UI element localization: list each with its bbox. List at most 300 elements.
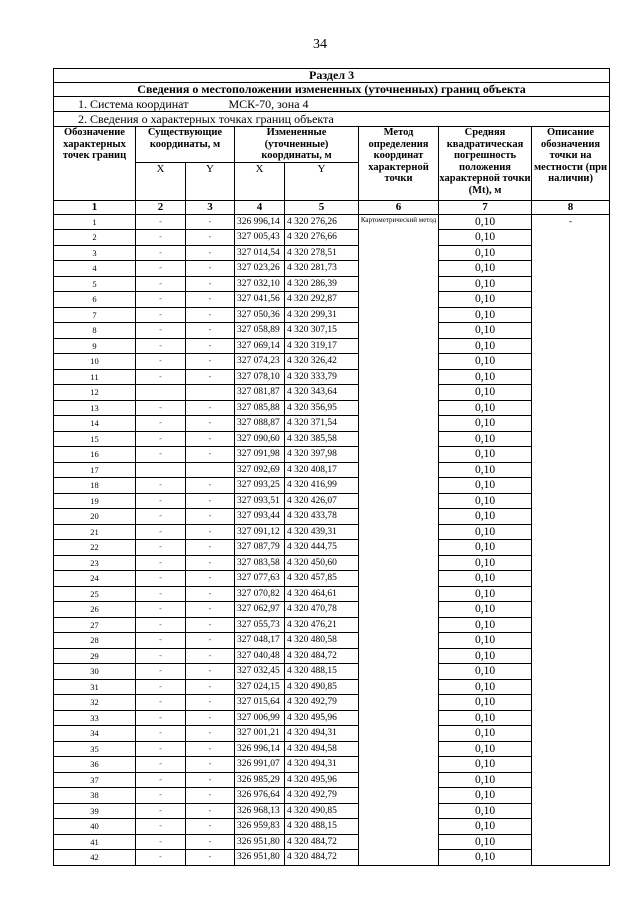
section-subtitle: Сведения о местоположении измененных (уточненных) границ объекта [54,83,610,97]
changed-y: 4 320 450,60 [285,555,359,571]
changed-x: 327 091,12 [235,524,285,540]
existing-x: - [136,478,186,494]
point-number: 3 [54,245,136,261]
method-cell: Картометрический метод [359,214,439,865]
header-point-designation: Обозначение характерных точек границ [54,127,136,201]
header-existing-x: X [136,162,186,200]
changed-x: 326 976,64 [235,788,285,804]
changed-x: 327 093,51 [235,493,285,509]
point-number: 15 [54,431,136,447]
table-row [54,710,610,726]
changed-x: 327 006,99 [235,710,285,726]
changed-x: 327 024,15 [235,679,285,695]
accuracy-value: 0,10 [439,819,532,835]
existing-y: - [186,555,235,571]
existing-x: - [136,850,186,866]
existing-y: - [186,524,235,540]
point-number: 29 [54,648,136,664]
changed-x: 327 081,87 [235,385,285,401]
changed-y: 4 320 333,79 [285,369,359,385]
changed-y: 4 320 385,58 [285,431,359,447]
point-number: 37 [54,772,136,788]
changed-y: 4 320 426,07 [285,493,359,509]
existing-x [136,385,186,401]
header-changed-y: Y [285,162,359,200]
changed-y: 4 320 286,39 [285,276,359,292]
accuracy-value: 0,10 [439,462,532,478]
existing-x: - [136,803,186,819]
changed-x: 327 001,21 [235,726,285,742]
changed-y: 4 320 356,95 [285,400,359,416]
changed-x: 327 058,89 [235,323,285,339]
changed-x: 327 077,63 [235,571,285,587]
table-row [54,292,610,308]
accuracy-value: 0,10 [439,230,532,246]
accuracy-value: 0,10 [439,617,532,633]
point-number: 23 [54,555,136,571]
table-row [54,369,610,385]
existing-y: - [186,230,235,246]
changed-x: 327 015,64 [235,695,285,711]
table-row [54,555,610,571]
changed-x: 326 996,14 [235,214,285,230]
changed-x: 327 041,56 [235,292,285,308]
existing-x: - [136,664,186,680]
table-row [54,307,610,323]
point-number: 32 [54,695,136,711]
table-row [54,741,610,757]
section-title: Раздел 3 [54,69,610,83]
changed-y: 4 320 470,78 [285,602,359,618]
point-number: 21 [54,524,136,540]
existing-y [186,462,235,478]
changed-y: 4 320 480,58 [285,633,359,649]
existing-x: - [136,307,186,323]
changed-x: 327 088,87 [235,416,285,432]
changed-y: 4 320 307,15 [285,323,359,339]
existing-x: - [136,555,186,571]
header-changed-coords: Измененные (уточненные) координаты, м [235,127,359,163]
changed-y: 4 320 464,61 [285,586,359,602]
accuracy-value: 0,10 [439,292,532,308]
existing-x: - [136,695,186,711]
table-row [54,788,610,804]
changed-x: 327 085,88 [235,400,285,416]
point-number: 5 [54,276,136,292]
point-number: 34 [54,726,136,742]
changed-y: 4 320 299,31 [285,307,359,323]
point-number: 38 [54,788,136,804]
changed-x: 327 069,14 [235,338,285,354]
existing-y: - [186,726,235,742]
table-row [54,276,610,292]
column-number: 8 [532,200,610,214]
existing-y: - [186,261,235,277]
point-number: 25 [54,586,136,602]
table-row [54,679,610,695]
existing-x: - [136,447,186,463]
changed-y: 4 320 281,73 [285,261,359,277]
point-number: 40 [54,819,136,835]
accuracy-value: 0,10 [439,385,532,401]
boundary-points-table [53,68,610,866]
table-row [54,726,610,742]
table-row [54,695,610,711]
point-number: 7 [54,307,136,323]
changed-x: 327 083,58 [235,555,285,571]
accuracy-value: 0,10 [439,772,532,788]
existing-x: - [136,571,186,587]
accuracy-value: 0,10 [439,276,532,292]
existing-y: - [186,400,235,416]
point-number: 30 [54,664,136,680]
existing-y: - [186,292,235,308]
point-number: 2 [54,230,136,246]
changed-x: 326 951,80 [235,850,285,866]
existing-y: - [186,664,235,680]
existing-y: - [186,478,235,494]
header-existing-y: Y [186,162,235,200]
accuracy-value: 0,10 [439,850,532,866]
existing-x: - [136,354,186,370]
changed-y: 4 320 494,58 [285,741,359,757]
table-row [54,323,610,339]
table-row [54,757,610,773]
table-row [54,819,610,835]
existing-x: - [136,772,186,788]
changed-x: 327 092,69 [235,462,285,478]
table-row [54,586,610,602]
table-row [54,850,610,866]
point-number: 33 [54,710,136,726]
existing-x: - [136,633,186,649]
description-cell: - [532,214,610,865]
existing-y: - [186,493,235,509]
accuracy-value: 0,10 [439,788,532,804]
changed-y: 4 320 495,96 [285,772,359,788]
column-number: 5 [285,200,359,214]
accuracy-value: 0,10 [439,664,532,680]
accuracy-value: 0,10 [439,679,532,695]
table-row [54,524,610,540]
changed-x: 327 093,44 [235,509,285,525]
changed-x: 326 968,13 [235,803,285,819]
point-number: 13 [54,400,136,416]
table-row [54,509,610,525]
changed-y: 4 320 494,31 [285,757,359,773]
changed-x: 327 055,73 [235,617,285,633]
table-row [54,633,610,649]
existing-x: - [136,338,186,354]
accuracy-value: 0,10 [439,695,532,711]
points-info-label: 2. Сведения о характерных точках границ объекта [54,112,610,127]
accuracy-value: 0,10 [439,369,532,385]
existing-y: - [186,214,235,230]
existing-y: - [186,245,235,261]
changed-y: 4 320 326,42 [285,354,359,370]
table-row [54,571,610,587]
accuracy-value: 0,10 [439,602,532,618]
existing-y: - [186,586,235,602]
column-number: 1 [54,200,136,214]
existing-x: - [136,292,186,308]
table-row [54,648,610,664]
changed-x: 326 991,07 [235,757,285,773]
existing-y: - [186,509,235,525]
changed-y: 4 320 490,85 [285,803,359,819]
accuracy-value: 0,10 [439,447,532,463]
changed-x: 326 985,29 [235,772,285,788]
table-row [54,354,610,370]
table-row [54,493,610,509]
accuracy-value: 0,10 [439,261,532,277]
header-description: Описание обозначения точки на местности (при наличии) [532,127,610,201]
changed-x: 326 996,14 [235,741,285,757]
existing-y: - [186,834,235,850]
changed-x: 327 014,54 [235,245,285,261]
point-number: 28 [54,633,136,649]
existing-y: - [186,710,235,726]
point-number: 19 [54,493,136,509]
changed-y: 4 320 343,64 [285,385,359,401]
changed-x: 327 050,36 [235,307,285,323]
changed-x: 327 087,79 [235,540,285,556]
accuracy-value: 0,10 [439,245,532,261]
existing-x: - [136,524,186,540]
changed-y: 4 320 492,79 [285,788,359,804]
table-row [54,478,610,494]
existing-x: - [136,369,186,385]
existing-x: - [136,586,186,602]
existing-x: - [136,834,186,850]
point-number: 41 [54,834,136,850]
accuracy-value: 0,10 [439,803,532,819]
existing-x: - [136,540,186,556]
column-numbers-row [54,200,610,214]
header-accuracy: Средняя квадратическая погрешность положения характерной точки (Mt), м [439,127,532,201]
accuracy-value: 0,10 [439,586,532,602]
table-row [54,602,610,618]
existing-y: - [186,602,235,618]
point-number: 42 [54,850,136,866]
accuracy-value: 0,10 [439,214,532,230]
changed-y: 4 320 492,79 [285,695,359,711]
existing-x: - [136,788,186,804]
changed-y: 4 320 484,72 [285,850,359,866]
table-row [54,385,610,401]
coord-system-value: МСК-70, зона 4 [228,97,309,111]
table-row [54,230,610,246]
accuracy-value: 0,10 [439,431,532,447]
point-number: 26 [54,602,136,618]
accuracy-value: 0,10 [439,834,532,850]
existing-y [186,385,235,401]
existing-y: - [186,571,235,587]
existing-y: - [186,819,235,835]
changed-y: 4 320 490,85 [285,679,359,695]
existing-x: - [136,710,186,726]
table-row [54,245,610,261]
existing-y: - [186,307,235,323]
changed-x: 327 032,45 [235,664,285,680]
point-number: 16 [54,447,136,463]
existing-x: - [136,679,186,695]
existing-x: - [136,617,186,633]
existing-x: - [136,509,186,525]
changed-y: 4 320 457,85 [285,571,359,587]
table-row [54,447,610,463]
existing-y: - [186,695,235,711]
point-number: 18 [54,478,136,494]
changed-x: 327 090,60 [235,431,285,447]
existing-x: - [136,602,186,618]
point-number: 4 [54,261,136,277]
changed-x: 327 091,98 [235,447,285,463]
changed-y: 4 320 488,15 [285,819,359,835]
header-existing-coords: Существующие координаты, м [136,127,235,163]
table-row [54,261,610,277]
accuracy-value: 0,10 [439,509,532,525]
table-row [54,834,610,850]
accuracy-value: 0,10 [439,524,532,540]
existing-y: - [186,648,235,664]
table-row [54,416,610,432]
existing-x: - [136,757,186,773]
point-number: 22 [54,540,136,556]
existing-x: - [136,431,186,447]
existing-y: - [186,633,235,649]
changed-y: 4 320 416,99 [285,478,359,494]
changed-x: 326 951,80 [235,834,285,850]
changed-x: 327 023,26 [235,261,285,277]
table-row [54,214,610,230]
table-row [54,338,610,354]
existing-y: - [186,369,235,385]
accuracy-value: 0,10 [439,555,532,571]
changed-x: 327 093,25 [235,478,285,494]
changed-y: 4 320 476,21 [285,617,359,633]
table-row [54,540,610,556]
changed-y: 4 320 276,66 [285,230,359,246]
point-number: 24 [54,571,136,587]
changed-y: 4 320 484,72 [285,834,359,850]
point-number: 17 [54,462,136,478]
accuracy-value: 0,10 [439,493,532,509]
changed-x: 326 959,83 [235,819,285,835]
changed-x: 327 074,23 [235,354,285,370]
existing-x: - [136,726,186,742]
existing-x: - [136,493,186,509]
accuracy-value: 0,10 [439,571,532,587]
accuracy-value: 0,10 [439,478,532,494]
point-number: 27 [54,617,136,633]
accuracy-value: 0,10 [439,633,532,649]
column-number: 7 [439,200,532,214]
changed-x: 327 078,10 [235,369,285,385]
changed-y: 4 320 439,31 [285,524,359,540]
existing-x: - [136,648,186,664]
column-number: 3 [186,200,235,214]
accuracy-value: 0,10 [439,726,532,742]
column-number: 6 [359,200,439,214]
table-row [54,772,610,788]
page-number: 34 [313,37,327,52]
changed-x: 327 032,10 [235,276,285,292]
changed-y: 4 320 371,54 [285,416,359,432]
point-number: 36 [54,757,136,773]
existing-y: - [186,772,235,788]
changed-y: 4 320 397,98 [285,447,359,463]
existing-x: - [136,230,186,246]
accuracy-value: 0,10 [439,710,532,726]
point-number: 1 [54,214,136,230]
header-method: Метод определения координат характерной точки [359,127,439,201]
changed-y: 4 320 292,87 [285,292,359,308]
accuracy-value: 0,10 [439,741,532,757]
changed-y: 4 320 484,72 [285,648,359,664]
existing-y: - [186,617,235,633]
point-number: 11 [54,369,136,385]
existing-y: - [186,447,235,463]
existing-y: - [186,788,235,804]
existing-x: - [136,261,186,277]
existing-y: - [186,803,235,819]
existing-x: - [136,416,186,432]
existing-y: - [186,431,235,447]
existing-y: - [186,741,235,757]
table-row [54,462,610,478]
coord-system-row [54,97,610,112]
existing-y: - [186,323,235,339]
accuracy-value: 0,10 [439,354,532,370]
existing-y: - [186,679,235,695]
accuracy-value: 0,10 [439,307,532,323]
point-number: 20 [54,509,136,525]
accuracy-value: 0,10 [439,338,532,354]
column-number: 4 [235,200,285,214]
accuracy-value: 0,10 [439,648,532,664]
existing-x [136,462,186,478]
existing-x: - [136,214,186,230]
changed-y: 4 320 444,75 [285,540,359,556]
existing-y: - [186,354,235,370]
changed-y: 4 320 408,17 [285,462,359,478]
table-row [54,617,610,633]
existing-x: - [136,276,186,292]
existing-y: - [186,850,235,866]
existing-x: - [136,819,186,835]
existing-x: - [136,323,186,339]
header-changed-x: X [235,162,285,200]
existing-y: - [186,540,235,556]
existing-x: - [136,400,186,416]
existing-y: - [186,276,235,292]
table-row [54,803,610,819]
point-number: 8 [54,323,136,339]
changed-y: 4 320 278,51 [285,245,359,261]
accuracy-value: 0,10 [439,400,532,416]
point-number: 9 [54,338,136,354]
changed-y: 4 320 433,78 [285,509,359,525]
accuracy-value: 0,10 [439,416,532,432]
coord-system-label: 1. Система координат [78,97,189,111]
changed-x: 327 040,48 [235,648,285,664]
changed-y: 4 320 494,31 [285,726,359,742]
table-row [54,400,610,416]
existing-x: - [136,741,186,757]
point-number: 10 [54,354,136,370]
accuracy-value: 0,10 [439,540,532,556]
